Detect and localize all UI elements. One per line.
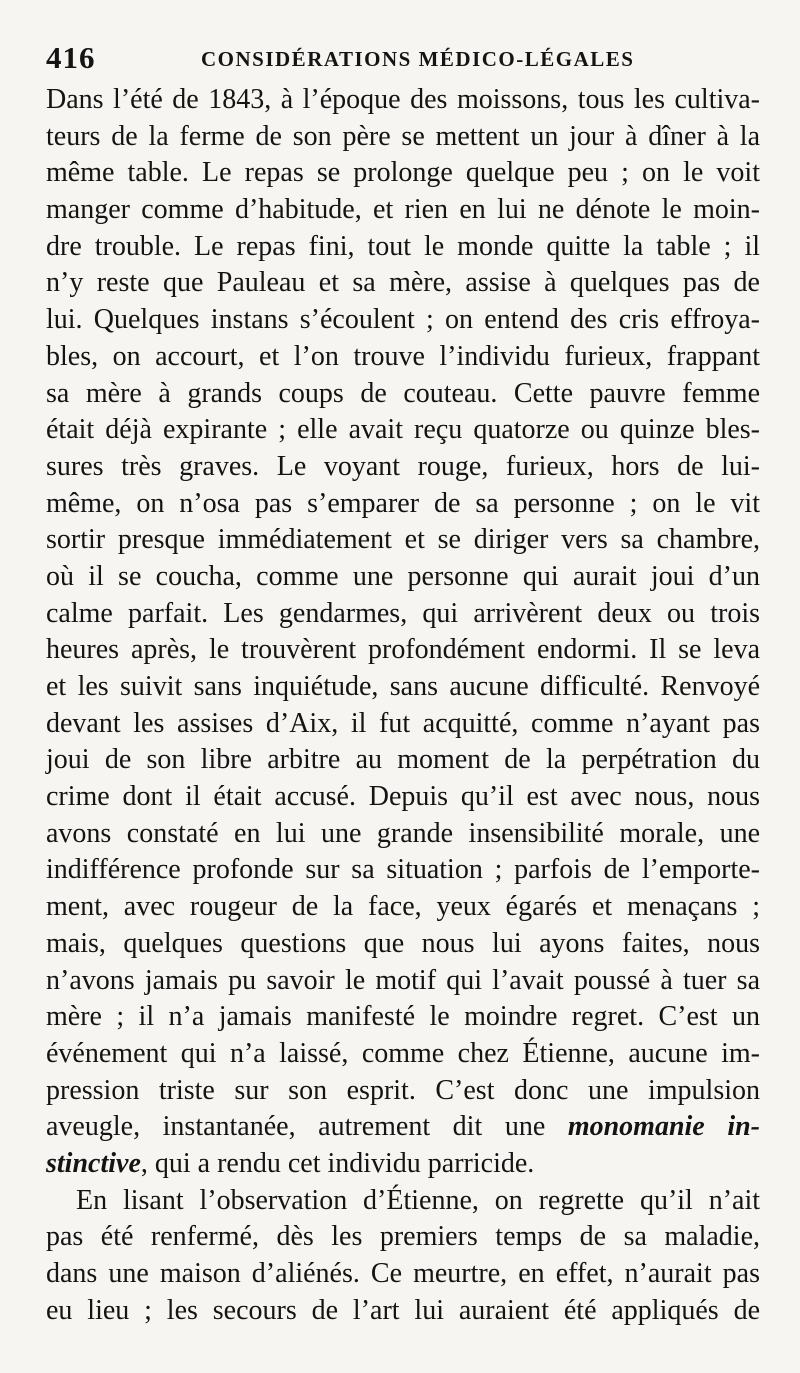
italic-term: stinctive [46, 1147, 141, 1179]
text-run: , qui a rendu cet individu parricide. [140, 1147, 535, 1179]
text-line [46, 1109, 760, 1146]
text-line: était déjà expirante ; elle avait reçu quatorze ou quinze bles- [46, 414, 760, 446]
text-line: teurs de la ferme de son père se mettent un jour à dîner à la [46, 120, 760, 152]
text-line: n’y reste que Pauleau et sa mère, assise à quelques pas de [46, 267, 760, 299]
text-line: n’avons jamais pu savoir le motif qui l’avait poussé à tuer sa [46, 964, 760, 996]
page-number: 416 [46, 40, 96, 75]
text-line: crime dont il était accusé. Depuis qu’il est avec nous, nous [46, 781, 760, 813]
text-line: mais, quelques questions que nous lui ayons faites, nous [46, 927, 760, 959]
text-line: dre trouble. Le repas fini, tout le monde quitte la table ; il [46, 230, 760, 262]
text-line: joui de son libre arbitre au moment de la perpétration du [46, 744, 760, 776]
text-run: aveugle, instantanée, autrement dit une [46, 1111, 568, 1143]
text-line: Dans l’été de 1843, à l’époque des moissons, tous les cultiva- [46, 84, 760, 115]
text-line: bles, on accourt, et l’on trouve l’individu furieux, frappant [46, 340, 760, 372]
text-line: eu lieu ; les secours de l’art lui auraient été appliqués de [46, 1294, 760, 1326]
running-title: CONSIDÉRATIONS MÉDICO-LÉGALES [201, 47, 635, 71]
text-line: événement qui n’a laissé, comme chez Étienne, aucune im- [46, 1037, 760, 1069]
text-line: manger comme d’habitude, et rien en lui ne dénote le moin- [46, 194, 760, 226]
text-line: En lisant l’observation d’Étienne, on regrette qu’il n’ait [76, 1184, 760, 1216]
text-line [46, 1146, 760, 1183]
text-line: où il se coucha, comme une personne qui aurait joui d’un [46, 560, 760, 592]
text-line: mère ; il n’a jamais manifesté le moindre regret. C’est un [46, 1001, 760, 1033]
text-line: pression triste sur son esprit. C’est donc une impulsion [46, 1074, 760, 1106]
text-line: heures après, le trouvèrent profondément endormi. Il se leva [46, 634, 760, 666]
italic-term: monomanie in- [567, 1111, 760, 1143]
text-line: dans une maison d’aliénés. Ce meurtre, en effet, n’aurait pas [46, 1258, 760, 1289]
page-header [46, 40, 776, 84]
text-line: ment, avec rougeur de la face, yeux égarés et menaçans ; [46, 891, 760, 923]
text-line: sa mère à grands coups de couteau. Cette pauvre femme [46, 377, 760, 409]
text-line: lui. Quelques instans s’écoulent ; on entend des cris effroya- [46, 304, 760, 336]
text-line: pas été renfermé, dès les premiers temps de sa maladie, [46, 1221, 760, 1253]
text-line: sortir presque immédiatement et se diriger vers sa chambre, [46, 524, 760, 556]
text-line: et les suivit sans inquiétude, sans aucune difficulté. Renvoyé [46, 671, 760, 702]
text-line: avons constaté en lui une grande insensibilité morale, une [46, 817, 760, 849]
text-line: même, on n’osa pas s’emparer de sa personne ; on le vit [46, 487, 760, 519]
text-line: devant les assises d’Aix, il fut acquitté, comme n’ayant pas [46, 707, 760, 739]
text-line: indifférence profonde sur sa situation ; parfois de l’emporte- [46, 854, 760, 886]
paragraph-1 [46, 82, 760, 1183]
paragraph-2 [46, 1183, 760, 1330]
text-line: sures très graves. Le voyant rouge, furieux, hors de lui- [46, 450, 760, 482]
text-line: calme parfait. Les gendarmes, qui arrivèrent deux ou trois [46, 597, 760, 629]
body-text [46, 82, 760, 1329]
text-line: même table. Le repas se prolonge quelque peu ; on le voit [46, 157, 760, 189]
